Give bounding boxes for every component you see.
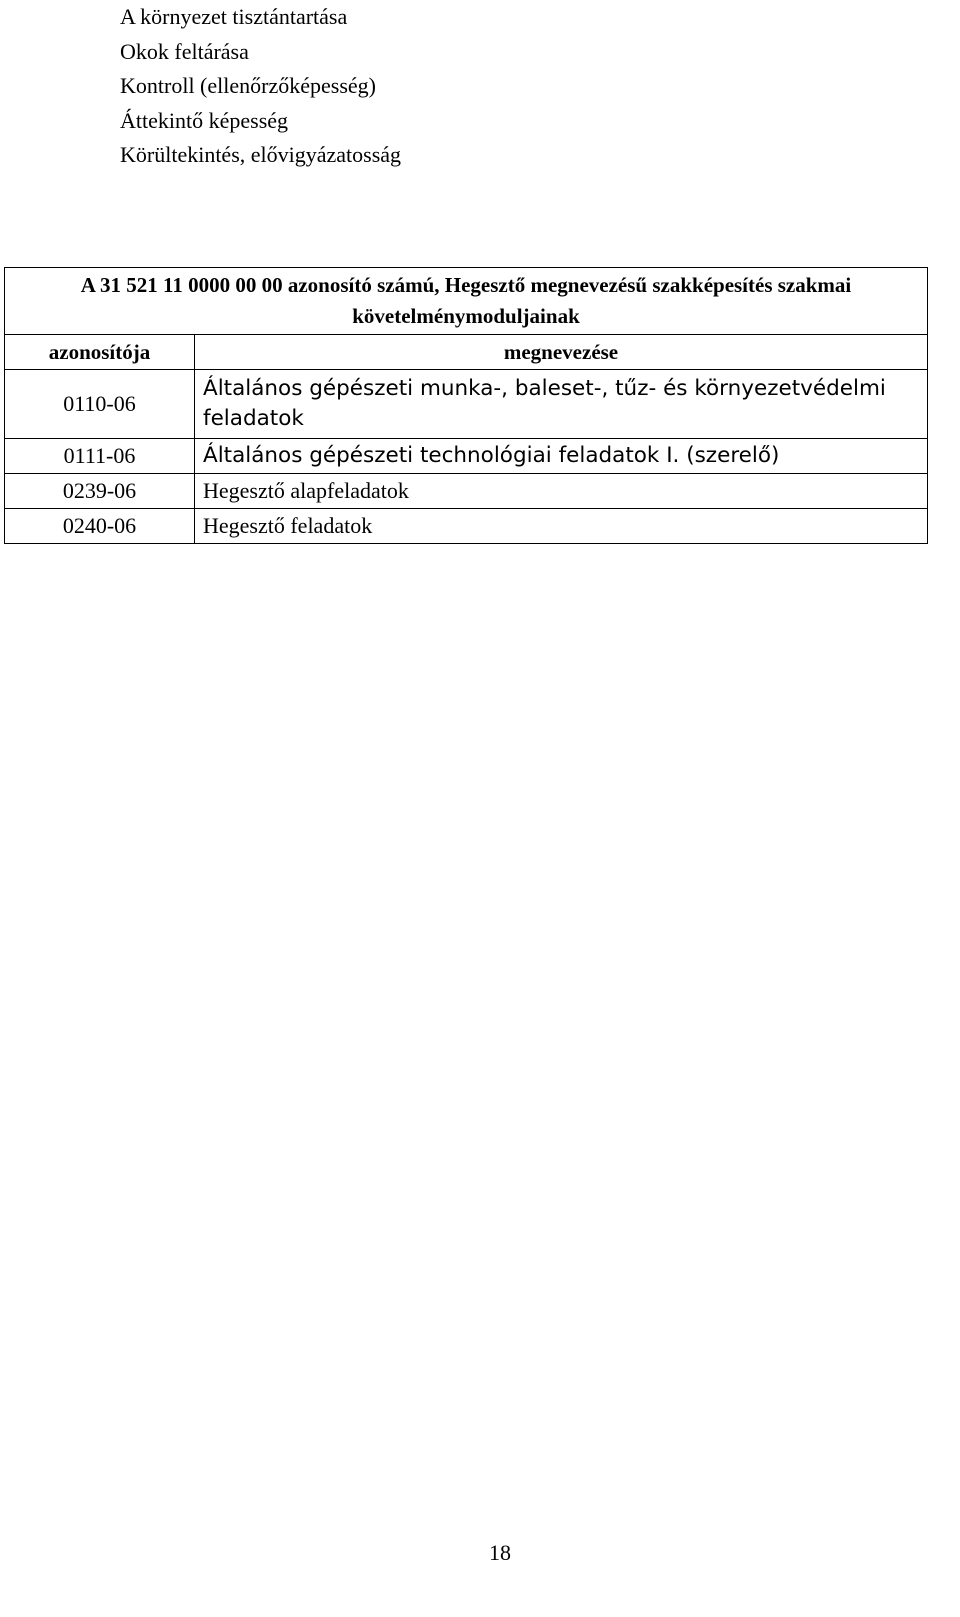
skill-item: Körültekintés, elővigyázatosság <box>120 142 402 167</box>
module-id: 0110-06 <box>5 370 195 439</box>
table-row <box>5 370 928 439</box>
header-name: megnevezése <box>195 335 928 370</box>
module-id: 0239-06 <box>5 474 195 509</box>
module-id: 0240-06 <box>5 509 195 544</box>
header-id: azonosítója <box>5 335 195 370</box>
module-name: Hegesztő feladatok <box>195 509 928 544</box>
module-name: Hegesztő alapfeladatok <box>195 474 928 509</box>
skill-item: Okok feltárása <box>120 38 249 64</box>
page-number: 18 <box>489 1540 511 1565</box>
skill-item: Áttekintő képesség <box>120 107 289 133</box>
module-name: Általános gépészeti munka-, baleset-, tűz- és környezetvédelmi feladatok <box>195 370 928 439</box>
module-id: 0111-06 <box>5 439 195 474</box>
table-header-row <box>5 335 928 370</box>
modules-table <box>4 267 928 544</box>
skill-item: A környezet tisztántartása <box>120 4 348 29</box>
skill-item: Kontroll (ellenőrzőképesség) <box>120 73 376 98</box>
table-title-row <box>5 268 928 335</box>
skills-list <box>120 0 401 173</box>
table-row <box>5 439 928 474</box>
table-title: A 31 521 11 0000 00 00 azonosító számú, Hegesztő megnevezésű szakképesítés szakmai követelménymoduljainak <box>5 268 928 335</box>
module-name: Általános gépészeti technológiai feladatok I. (szerelő) <box>195 439 928 474</box>
table-row <box>5 474 928 509</box>
table-row <box>5 509 928 544</box>
